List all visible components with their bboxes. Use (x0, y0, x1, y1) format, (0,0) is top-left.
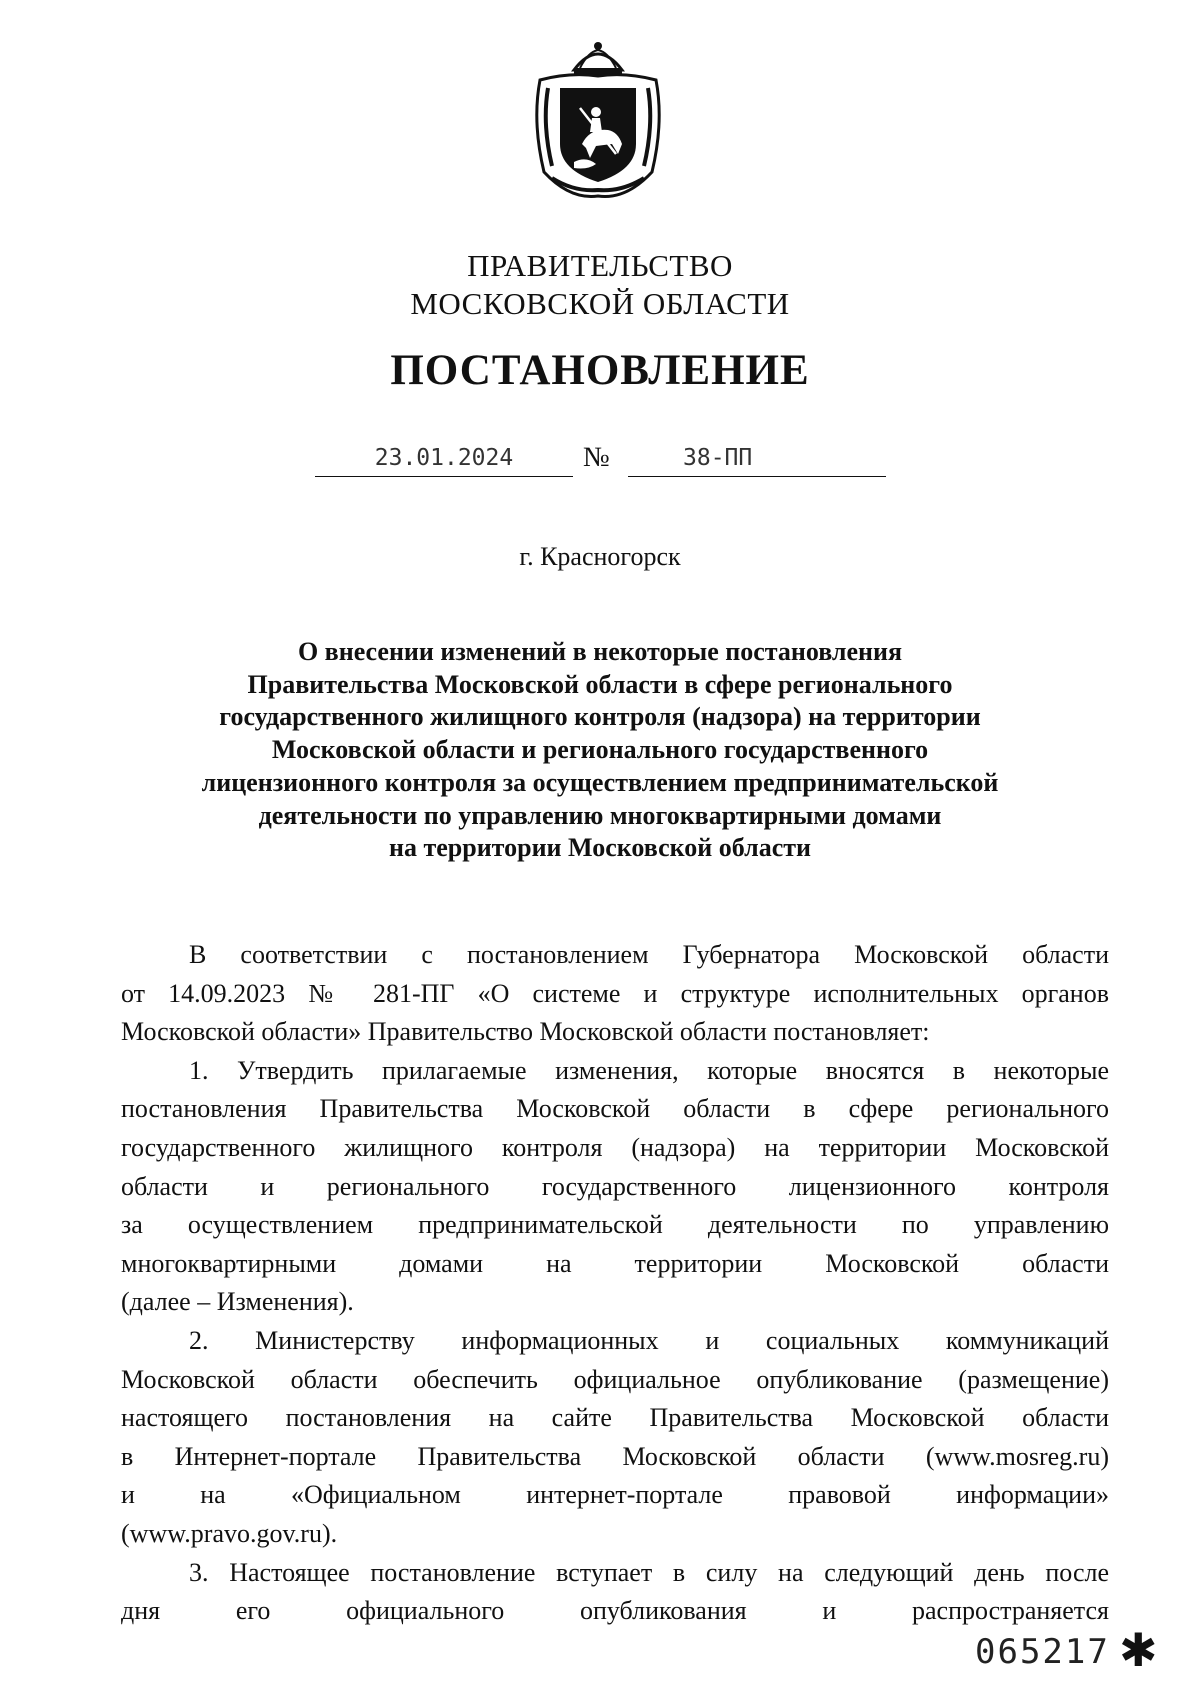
serial-number-stamp: 065217 (975, 1632, 1110, 1672)
body-line: многоквартирными домами на территории Московской области (121, 1248, 1109, 1278)
subject-line: на территории Московской области (388, 833, 812, 863)
government-name-line1: ПРАВИТЕЛЬСТВО (467, 248, 733, 283)
body-line: государственного жилищного контроля (надзора) на территории Московской (121, 1132, 1109, 1162)
body-line: (www.pravo.gov.ru). (121, 1518, 338, 1548)
subject-line: деятельности по управлению многоквартирными домами (258, 800, 942, 830)
body-line: за осуществлением предпринимательской деятельности по управлению (121, 1210, 1109, 1240)
document-number-field (628, 440, 886, 477)
document-city: г. Красногорск (519, 542, 681, 571)
government-name-line2: МОСКОВСКОЙ ОБЛАСТИ (410, 286, 790, 321)
subject-line: Правительства Московской области в сфере регионального (247, 669, 953, 699)
body-line: и на «Официальном интернет-портале правовой информации» (121, 1480, 1109, 1510)
body-line: постановления Правительства Московской области в сфере регионального (121, 1094, 1109, 1124)
body-line: в Интернет-портале Правительства Московской области (www.mosreg.ru) (121, 1441, 1109, 1471)
document-type-title: ПОСТАНОВЛЕНИЕ (390, 347, 810, 394)
body-line: от 14.09.2023 № 281-ПГ «О системе и структуре исполнительных органов (121, 978, 1109, 1008)
body-line: 1. Утвердить прилагаемые изменения, которые вносятся в некоторые (189, 1055, 1109, 1085)
body-line: В соответствии с постановлением Губернатора Московской области (189, 940, 1109, 969)
number-sign: № (583, 442, 610, 473)
subject-line: О внесении изменений в некоторые постановления (297, 637, 903, 666)
body-line: Московской области обеспечить официальное опубликование (размещение) (121, 1364, 1109, 1394)
body-line: настоящего постановления на сайте Правительства Московской области (121, 1403, 1109, 1433)
coat-of-arms-icon (530, 32, 666, 200)
subject-line: лицензионного контроля за осуществлением предпринимательской (201, 767, 999, 797)
document-date: 23.01.2024 (315, 440, 573, 477)
body-line: дня его официального опубликования и распространяется (121, 1596, 1109, 1626)
document-subject (150, 636, 1050, 865)
body-line: Московской области» Правительство Московской области постановляет: (121, 1017, 930, 1047)
body-line: (далее – Изменения). (121, 1287, 354, 1317)
asterisk-mark-icon: ✱ (1119, 1625, 1158, 1676)
document-body (121, 936, 1109, 1631)
body-line: 3. Настоящее постановление вступает в силу на следующий день после (189, 1557, 1109, 1587)
body-line: области и регионального государственного лицензионного контроля (121, 1171, 1109, 1201)
subject-line: государственного жилищного контроля (надзора) на территории (219, 702, 981, 732)
document-number: 38-ПП (683, 445, 753, 471)
subject-line: Московской области и регионального государственного (271, 735, 929, 765)
body-line: 2. Министерству информационных и социальных коммуникаций (189, 1325, 1109, 1355)
